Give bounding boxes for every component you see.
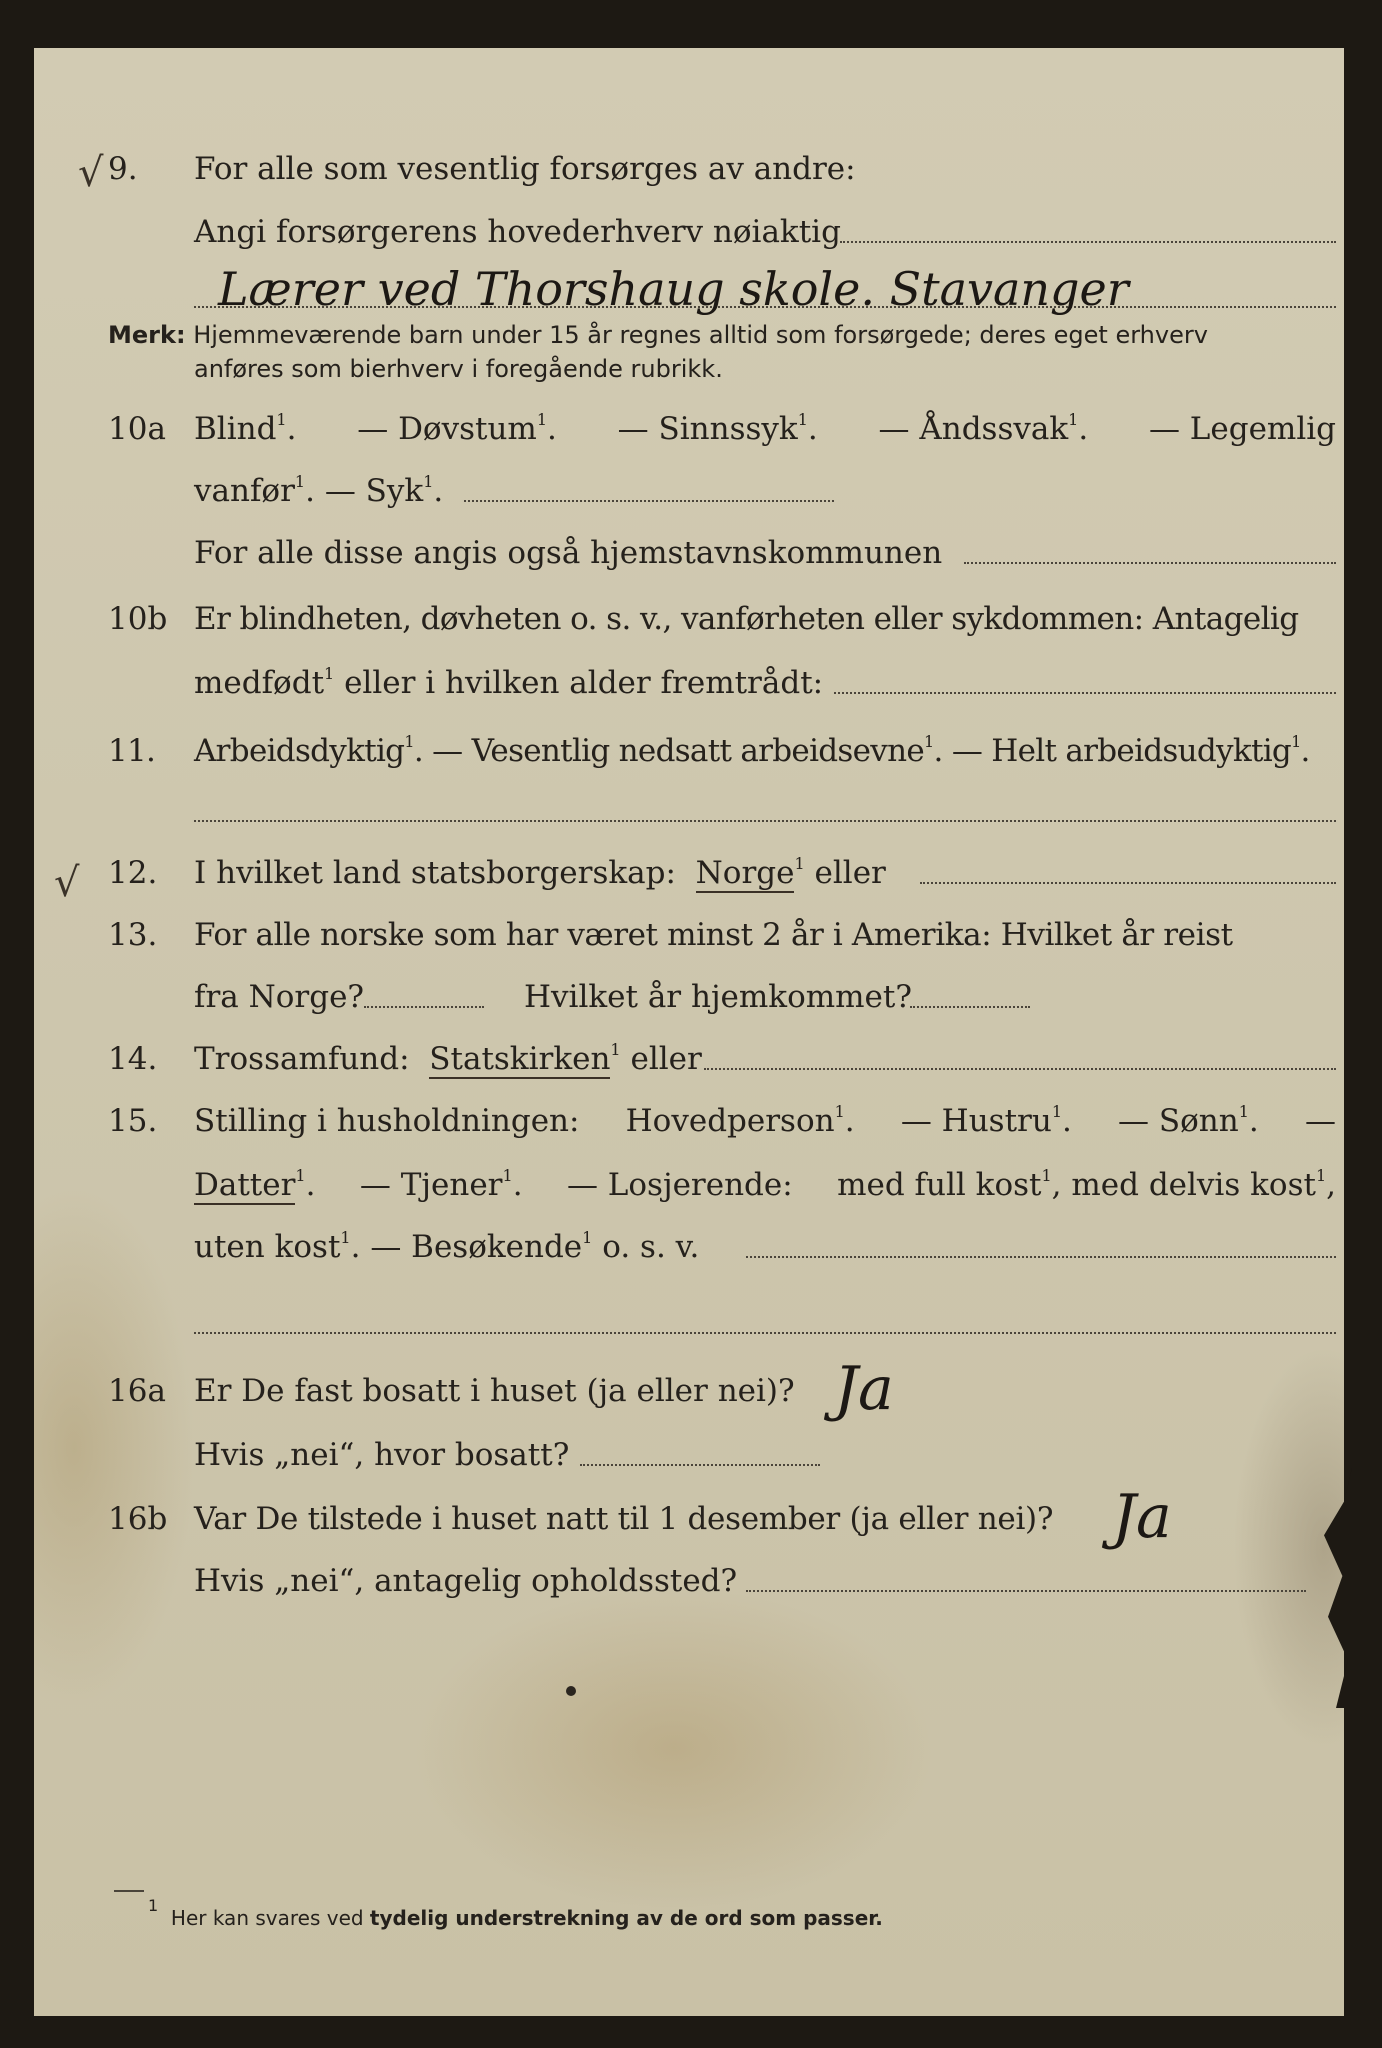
q15-line2: Datter$^1$. — Tjener$^1$. — Losjerende: med full kost$^1$, med delvis kost$^1$, <box>34 1162 1344 1208</box>
q11-line1: 11. Arbeidsdyktig$^1$. — Vesentlig nedsatt arbeidsevne$^1$. — Helt arbeidsudyktig$^1$. <box>34 728 1344 774</box>
q10a-hjemstavn-fill <box>964 562 1336 564</box>
q12-text: I hvilket land statsborgerskap: <box>194 855 676 891</box>
q13-hjemkommet-fill <box>910 1006 1030 1008</box>
q10b-line2: medfødt$^1$ eller i hvilken alder fremtrådt: <box>34 660 1344 706</box>
q10b-line1 <box>34 596 1344 642</box>
q9-number: 9. <box>108 151 138 187</box>
q16b-opholdssted: Hvis „nei“, antagelig opholdssted? <box>194 1563 738 1599</box>
q10a-number: 10a <box>108 411 166 447</box>
q14-text: Trossamfund: <box>194 1041 410 1077</box>
q16a-number: 16a <box>108 1373 166 1409</box>
q15-line1: 15. Stilling i husholdningen: Hovedperson$^1$. — Hustru$^1$. — Sønn$^1$. — <box>34 1098 1344 1144</box>
census-form-page <box>34 48 1344 2016</box>
option-datter-underlined: Datter <box>194 1167 296 1203</box>
merk-line1: Hjemmeværende barn under 15 år regnes alltid som forsørgede; deres eget erhverv <box>193 321 1208 349</box>
q11-answer-line <box>194 820 1336 822</box>
footnote-mark: 1 <box>148 1896 159 1915</box>
option-andssvak: — Åndssvak <box>878 411 1069 447</box>
q16b-text: Var De tilstede i huset natt til 1 desember (ja eller nei)? <box>194 1501 1054 1537</box>
option-losjerende: — Losjerende: <box>566 1167 793 1203</box>
footnote-text-b: tydelig understrekning av de ord som passer. <box>369 1906 883 1930</box>
option-dovstum: — Døvstum <box>357 411 537 447</box>
q10a-fill-line <box>464 500 834 502</box>
q15-line3: uten kost$^1$. — Besøkende$^1$ o. s. v. <box>34 1224 1344 1270</box>
q12-eller: eller <box>814 855 886 891</box>
option-legemlig: — Legemlig <box>1148 411 1336 447</box>
option-syk: — Syk <box>324 473 424 509</box>
option-sonn: — Sønn <box>1118 1103 1239 1139</box>
q16a-line1 <box>34 1368 1344 1414</box>
q9-prompt: Angi forsørgerens hovederhverv nøiaktig <box>194 214 841 250</box>
merk-note <box>108 318 1338 386</box>
option-sinnssyk: — Sinnssyk <box>617 411 798 447</box>
q16b-number: 16b <box>108 1501 168 1537</box>
q13-line2 <box>34 974 1344 1020</box>
q9-line1 <box>34 146 1344 192</box>
option-full-kost: med full kost <box>837 1167 1042 1203</box>
check-mark-icon: √ <box>78 150 104 196</box>
option-uten-kost: uten kost <box>194 1229 341 1265</box>
q10a-line2: vanfør$^1$. — Syk$^1$. <box>34 468 1344 514</box>
q10a-line1: 10a Blind$^1$. — Døvstum$^1$. — Sinnssyk$^1$. — Åndssvak$^1$. — Legemlig <box>34 406 1344 452</box>
q16a-line2 <box>34 1432 1344 1478</box>
check-mark-icon: √ <box>54 860 80 906</box>
q16b-handwritten-answer: Ja <box>1112 1482 1172 1552</box>
q13-line1 <box>34 912 1344 958</box>
footnote-separator <box>114 1890 144 1892</box>
q15-dash: — <box>1304 1103 1336 1139</box>
q10b-number: 10b <box>108 601 168 637</box>
option-vanfor: vanfør <box>194 473 295 509</box>
q9-line2 <box>34 209 1344 255</box>
q9-handwritten-answer: Lærer ved Thorshaug skole. Stavanger <box>218 262 1129 316</box>
footnote <box>148 1896 883 1932</box>
q16a-hvor: Hvis „nei“, hvor bosatt? <box>194 1437 570 1473</box>
q12-number: 12. <box>108 855 158 891</box>
q16a-text: Er De fast bosatt i huset (ja eller nei)? <box>194 1373 795 1409</box>
q13-number: 13. <box>108 917 158 953</box>
q9-fill-line <box>840 241 1336 243</box>
q15-osv: o. s. v. <box>602 1229 700 1265</box>
option-arbeidsdyktig: Arbeidsdyktig <box>194 733 405 769</box>
q9-text: For alle som vesentlig forsørges av andre: <box>194 151 856 187</box>
q12-fill-line <box>920 882 1336 884</box>
q13-reist: fra Norge? <box>194 979 365 1015</box>
option-norge-underlined: Norge <box>695 855 795 891</box>
q16b-line2 <box>34 1558 1344 1604</box>
q10b-alder: eller i hvilken alder fremtrådt: <box>344 665 824 701</box>
q14-eller: eller <box>630 1041 702 1077</box>
merk-line2: anføres som bierhverv i foregående rubrikk. <box>194 355 723 383</box>
option-statskirken-underlined: Statskirken <box>429 1041 611 1077</box>
q10a-line3 <box>34 530 1344 576</box>
q13-text: For alle norske som har været minst 2 år i Amerika: Hvilket år reist <box>194 917 1233 953</box>
option-tjener: — Tjener <box>359 1167 503 1203</box>
q16a-handwritten-answer: Ja <box>834 1354 894 1424</box>
q14-line: 14. Trossamfund: Statskirken$^1$ eller <box>34 1036 1344 1082</box>
q10b-text: Er blindheten, døvheten o. s. v., vanførheten eller sykdommen: Antagelig <box>194 601 1299 637</box>
option-udyktig: — Helt arbeidsudyktig <box>951 733 1292 769</box>
q13-hjemkommet: Hvilket år hjemkommet? <box>524 979 912 1015</box>
q15-answer-line <box>194 1332 1336 1334</box>
option-delvis-kost: , med delvis kost <box>1051 1167 1316 1203</box>
q13-reist-fill <box>364 1006 484 1008</box>
q12-line: 12. I hvilket land statsborgerskap: Norge$^1$ eller <box>34 850 1344 896</box>
q10b-fill-line <box>834 692 1336 694</box>
ink-dot <box>566 1686 576 1696</box>
option-hustru: — Hustru <box>900 1103 1052 1139</box>
q15-fill-line <box>746 1256 1336 1258</box>
q16a-fill-line <box>580 1464 820 1466</box>
footnote-text-a: Her kan svares ved <box>170 1906 364 1930</box>
option-hovedperson: Hovedperson <box>625 1103 835 1139</box>
option-blind: Blind <box>194 411 277 447</box>
q16b-fill-line <box>746 1590 1306 1592</box>
option-besokende: — Besøkende <box>370 1229 583 1265</box>
q14-fill-line <box>704 1068 1336 1070</box>
q11-number: 11. <box>108 733 156 769</box>
q15-text: Stilling i husholdningen: <box>194 1103 580 1139</box>
option-nedsatt: — Vesentlig nedsatt arbeidsevne <box>432 733 925 769</box>
q14-number: 14. <box>108 1041 158 1077</box>
merk-label: Merk: <box>108 321 186 349</box>
option-medfodt: medfødt <box>194 665 325 701</box>
q10a-hjemstavn: For alle disse angis også hjemstavnskommunen <box>194 535 943 571</box>
q15-number: 15. <box>108 1103 158 1139</box>
